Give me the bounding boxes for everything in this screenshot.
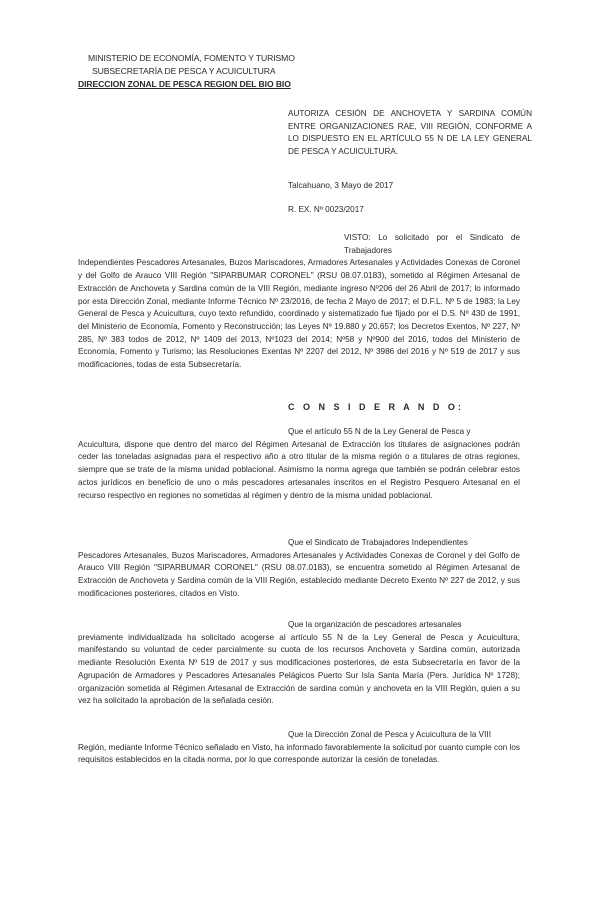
letterhead xyxy=(78,52,295,91)
considerando-paragraph-2 xyxy=(78,537,520,601)
paragraph-lead: Que el artículo 55 N de la Ley General de Pesca y xyxy=(288,427,471,436)
resolution-summary: AUTORIZA CESIÓN DE ANCHOVETA Y SARDINA COMÚN ENTRE ORGANIZACIONES RAE, VIII REGIÓN, CONFORME A LO DISPUESTO EN EL ARTÍCULO 55 N DE LA LEY GENERAL DE PESCA Y ACUICULTURA. xyxy=(288,109,532,156)
paragraph-text: previamente individualizada ha solicitado acogerse al artículo 55 N de la Ley General de Pesca y Acuicultura, manifestando su voluntad de ceder parcialmente su cuota de los recursos Anchoveta y Sardina común, autorizada mediante Resolución Exenta Nº 519 de 2017 y sus modificaciones posteriores, de esta Subsecretaría en favor de la Agrupación de Armadores y Pescadores Artesanales Pelágicos Puerto Sur Isla Santa María (Pers. Jurídica Nº 1728); organización sometida al Régimen Artesanal de Extracción de sardina común y anchoveta en la VIII Región, quien a su vez ha solicitado la aprobación de la señalada cesión. xyxy=(78,632,520,706)
considerando-paragraph-1 xyxy=(78,426,520,502)
paragraph-lead: Que la organización de pescadores artesanales xyxy=(288,620,462,629)
paragraph-text: Región, mediante Informe Técnico señalado en Visto, ha informado favorablemente la solicitud por cuanto cumple con los requisitos establecidos en la citada norma, por lo que corresponde autorizar la cesión de toneladas. xyxy=(78,742,520,765)
paragraph-lead: Que la Dirección Zonal de Pesca y Acuicultura de la VIII xyxy=(288,730,491,739)
paragraph-text: Acuicultura, dispone que dentro del marco del Régimen Artesanal de Extracción los titulares de asignaciones podrán ceder las toneladas asignadas para el respectivo año a otro titular de la misma región o a titulares de otras regiones, siempre que se trate de la misma unidad poblacional. Asimismo la norma agrega que también se podrán celebrar estos actos jurídicos en beneficio de uno o más pescadores artesanales inscritos en el Registro Pesquero Artesanal en el recurso respectivo en regiones no sometidas al régimen y dentro de la misma unidad poblacional. xyxy=(78,439,520,500)
paragraph-text: Pescadores Artesanales, Buzos Mariscadores, Armadores Artesanales y Actividades Conexas de Coronel y del Golfo de Arauco VIII Región "SIPARBUMAR CORONEL" (RSU 08.07.0183), se encuentra sometido al Régimen Artesanal de Extracción de Anchoveta y Sardina común de la VIII Región, establecido mediante Decreto Exento Nº 227 de 2012, y sus modificaciones posteriores, citados en Visto. xyxy=(78,550,520,598)
visto-lead: VISTO: Lo solicitado por el Sindicato de Trabajadores xyxy=(344,233,520,255)
visto-paragraph xyxy=(78,232,520,372)
direccion-zonal-name: DIRECCION ZONAL DE PESCA REGION DEL BIO BIO xyxy=(78,79,291,89)
place-date: Talcahuano, 3 Mayo de 2017 xyxy=(288,181,394,190)
paragraph-lead: Que el Sindicato de Trabajadores Independientes xyxy=(288,538,468,547)
considerando-paragraph-3 xyxy=(78,619,520,708)
considerando-paragraph-4 xyxy=(78,729,520,767)
subsecretaria-name: SUBSECRETARÍA DE PESCA Y ACUICULTURA xyxy=(92,66,276,76)
resolution-number: R. EX. Nº 0023/2017 xyxy=(288,205,364,214)
considerando-heading: C O N S I D E R A N D O: xyxy=(288,402,464,412)
visto-text: Independientes Pescadores Artesanales, Buzos Mariscadores, Armadores Artesanales y Actividades Conexas de Coronel y del Golfo de Arauco VIII Región "SIPARBUMAR CORONEL" (RSU 08.07.0183), sometido al Régimen Artesanal de Extracción de Anchoveta y Sardina común de la VIII Región, mediante ingreso Nº206 del 26 Abril de 2017; lo informado por esta Dirección Zonal, mediante Informe Técnico Nº 23/2016, de fecha 2 Mayo de 2017; el D.F.L. Nº 5 de 1983; la Ley General de Pesca y Acuicultura, cuyo texto refundido, coordinado y sistematizado fue fijado por el D.S. Nº 430 de 1991, del Ministerio de Economía, Fomento y Reconstrucción; las Leyes Nº 19.880 y 20.657; los Decretos Exentos, Nº 227, Nº 285, Nº 383 todos de 2012, Nº 1409 del 2013, Nº1023 del 2014; Nº58 y Nº900 del 2016, todos del Ministerio de Economía, Fomento y Turismo; las Resoluciones Exentas Nº 2207 del 2012, Nº 3986 del 2016 y Nº 519 de 2017 y sus modificaciones, todas de esta Subsecretaría. xyxy=(78,258,520,370)
ministry-name: MINISTERIO DE ECONOMÍA, FOMENTO Y TURISMO xyxy=(88,53,295,63)
